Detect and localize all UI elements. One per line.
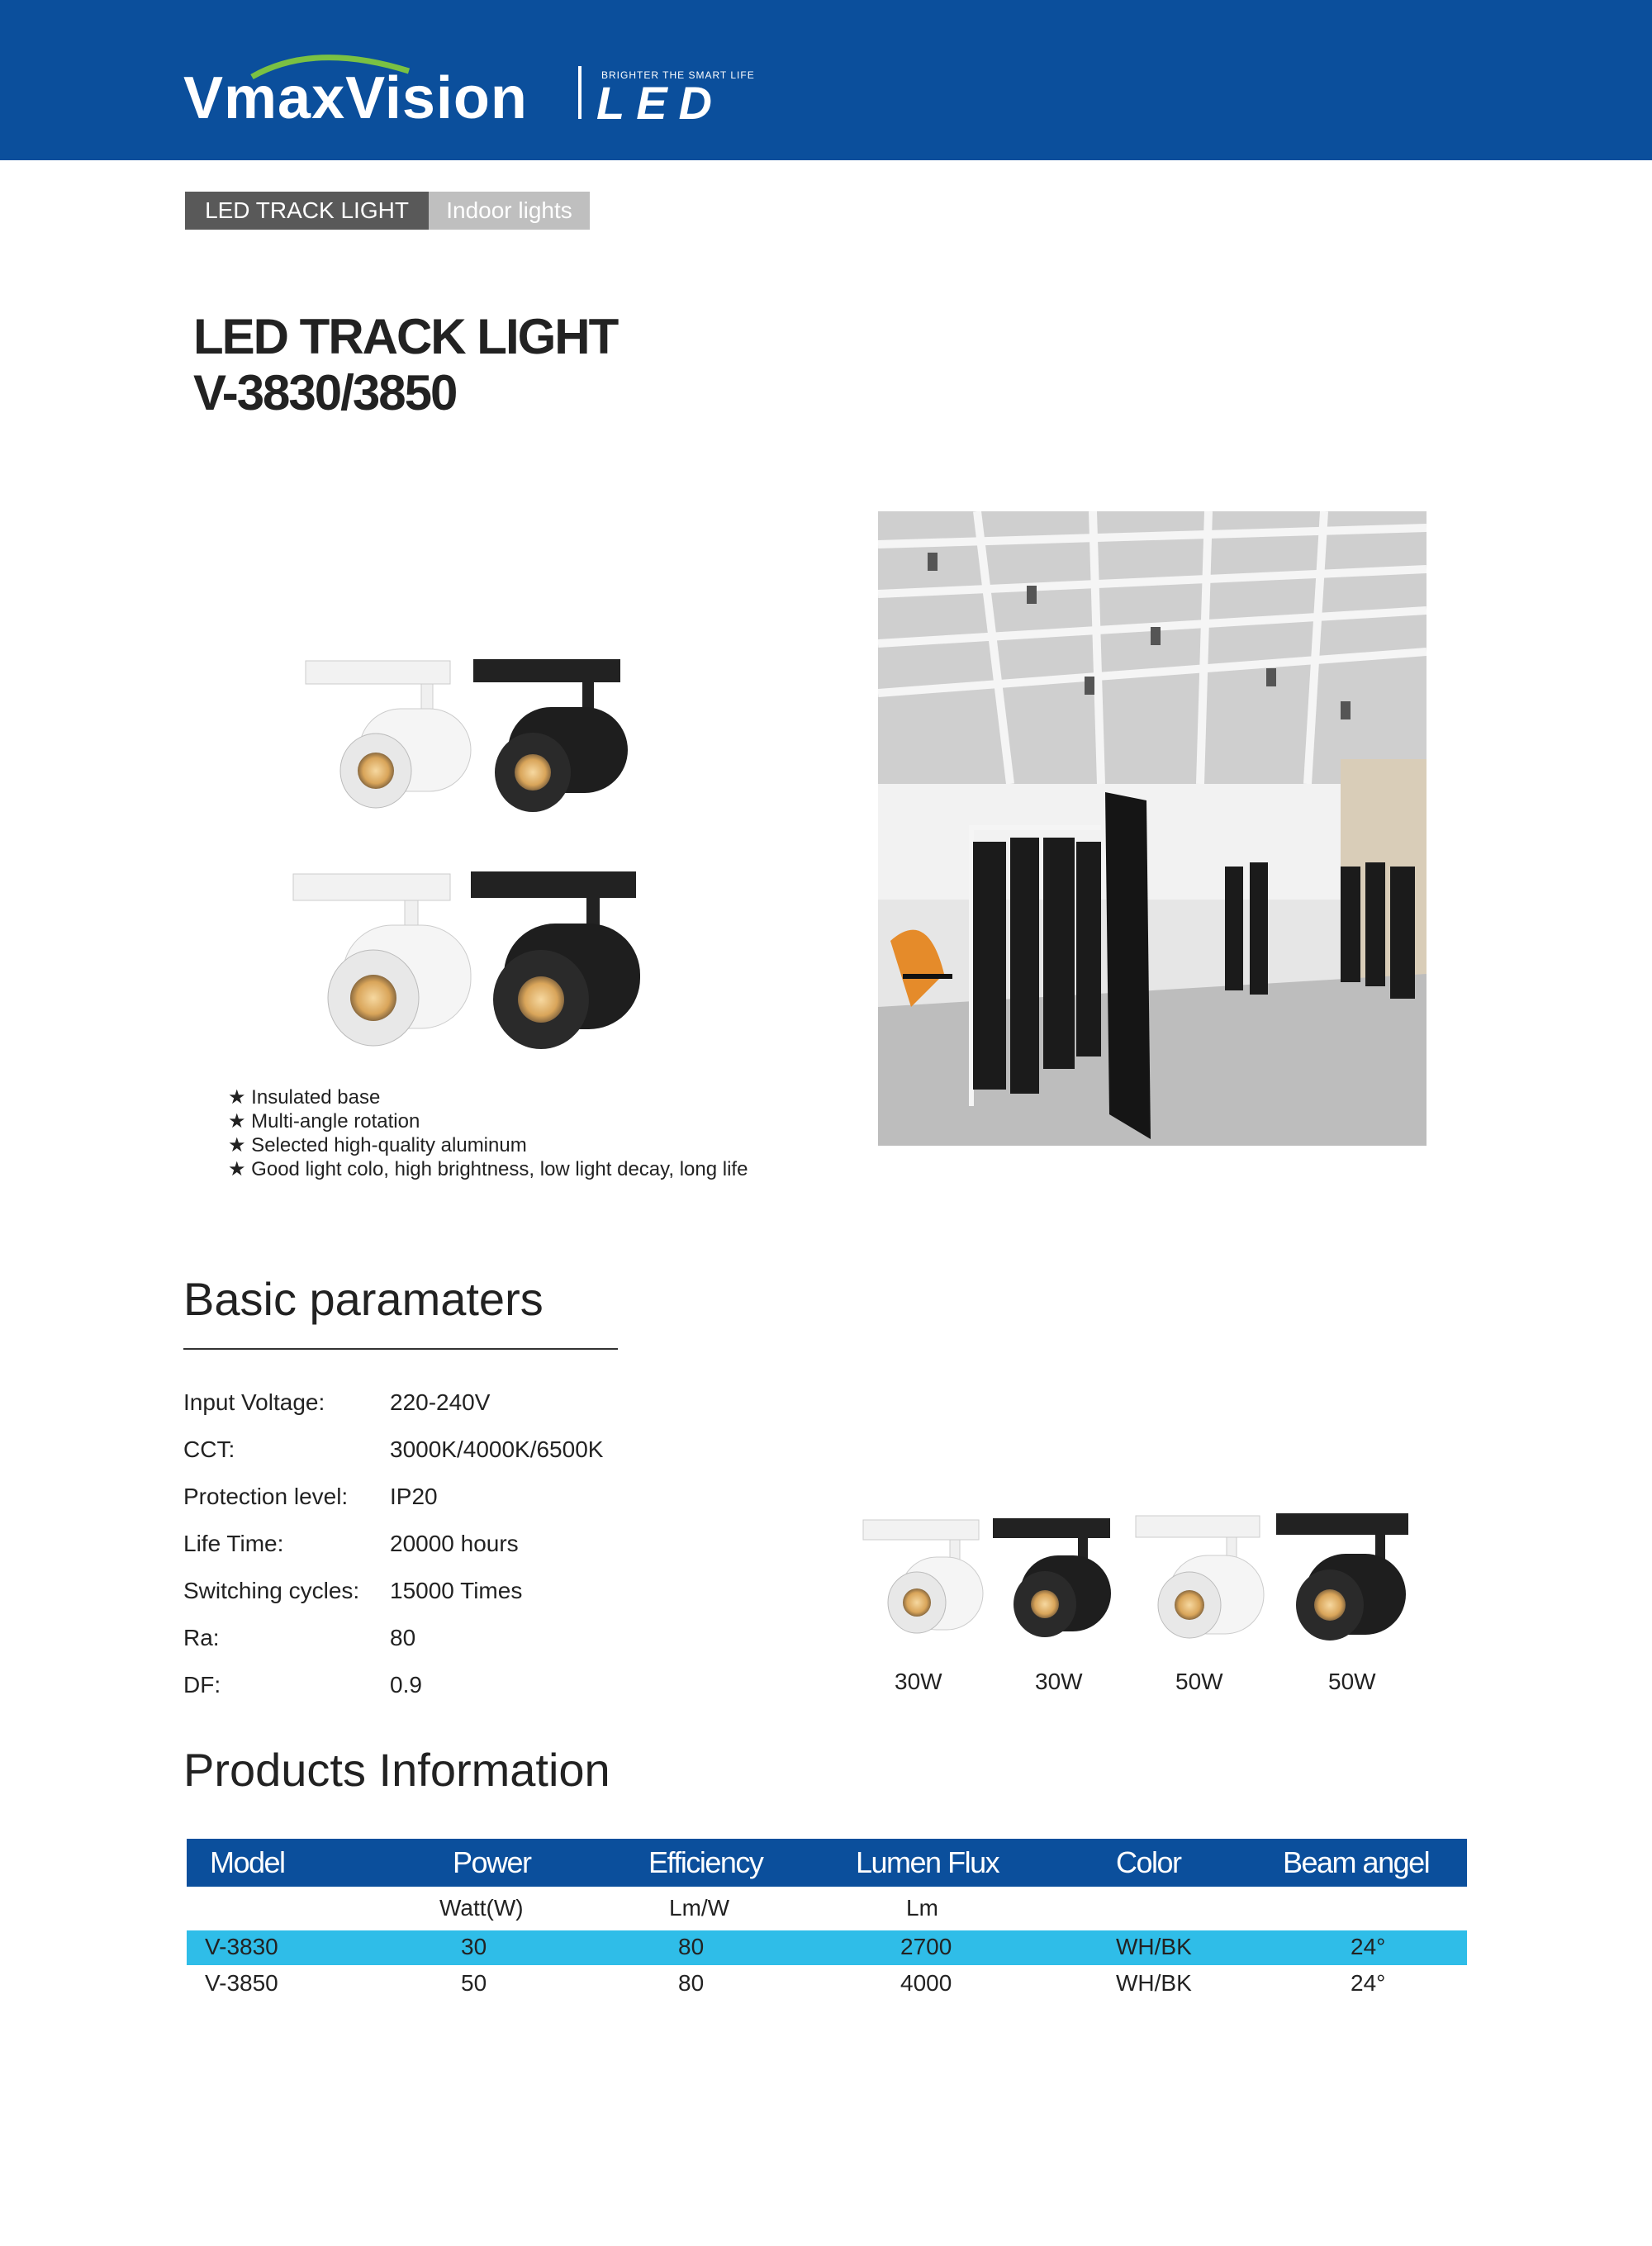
column-header-lumen-flux: Lumen Flux [856, 1845, 999, 1879]
brand-logo: VmaxVision [183, 65, 528, 131]
category-tag: LED TRACK LIGHT [185, 192, 429, 230]
table-header [187, 1839, 1467, 1887]
param-label: DF: [183, 1672, 221, 1698]
title-line-1: LED TRACK LIGHT [193, 309, 618, 364]
param-value: 220-240V [390, 1389, 491, 1415]
param-label: Input Voltage: [183, 1389, 325, 1415]
column-header-power: Power [453, 1845, 531, 1879]
white-track-light-50w [293, 874, 471, 1046]
logo-tagline: BRIGHTER THE SMART LIFE [601, 69, 755, 81]
store-interior-photo [878, 511, 1427, 1146]
table-cell: 4000 [900, 1970, 952, 1996]
table-cell: 30 [461, 1934, 487, 1959]
column-header-beam-angle: Beam angel [1283, 1845, 1430, 1879]
feature-item: ★ Insulated base [228, 1086, 381, 1109]
heading-underline [183, 1348, 618, 1350]
column-header-efficiency: Efficiency [648, 1845, 763, 1879]
param-value: 3000K/4000K/6500K [390, 1436, 604, 1462]
param-value: 0.9 [390, 1672, 422, 1698]
variant-image-group [859, 1491, 1412, 1656]
variant-label: 30W [1035, 1669, 1083, 1694]
black-track-light-50w [471, 871, 640, 1049]
variant-black-30w-icon [993, 1518, 1111, 1637]
table-cell: 50 [461, 1970, 487, 1996]
param-label: Ra: [183, 1625, 220, 1650]
product-image-group [281, 644, 661, 1057]
black-track-light-30w [473, 659, 628, 812]
variant-label: 50W [1328, 1669, 1376, 1694]
param-label: CCT: [183, 1436, 235, 1462]
variant-white-30w-icon [863, 1520, 983, 1633]
column-header-model: Model [210, 1845, 285, 1879]
table-cell: 24° [1351, 1970, 1386, 1996]
variant-label: 50W [1175, 1669, 1223, 1694]
table-cell: 80 [678, 1934, 705, 1959]
led-logo-text: LED [596, 77, 724, 129]
param-value: 15000 Times [390, 1578, 523, 1603]
param-label: Life Time: [183, 1531, 284, 1556]
unit-power: Watt(W) [439, 1895, 524, 1921]
column-header-color: Color [1116, 1845, 1181, 1879]
param-value: 20000 hours [390, 1531, 519, 1556]
param-value: 80 [390, 1625, 416, 1650]
table-cell: 24° [1351, 1934, 1386, 1959]
feature-list [228, 1085, 748, 1181]
feature-item: ★ Multi-angle rotation [228, 1110, 420, 1132]
variant-label: 30W [895, 1669, 942, 1694]
param-value: IP20 [390, 1484, 438, 1509]
white-track-light-30w [306, 661, 471, 808]
table-cell: 2700 [900, 1934, 952, 1959]
table-cell: WH/BK [1116, 1970, 1192, 1996]
table-cell: V-3830 [205, 1934, 278, 1959]
table-cell: 80 [678, 1970, 705, 1996]
led-logo [596, 76, 724, 130]
param-label: Protection level: [183, 1484, 349, 1509]
unit-efficiency: Lm/W [669, 1895, 730, 1921]
basic-parameters-heading: Basic paramaters [183, 1273, 544, 1325]
products-information-heading: Products Information [183, 1744, 610, 1796]
variant-black-50w-icon [1276, 1513, 1408, 1641]
feature-item: ★ Selected high-quality aluminum [228, 1134, 527, 1156]
table-cell: V-3850 [205, 1970, 278, 1996]
variant-white-50w-icon [1136, 1516, 1264, 1638]
feature-item: ★ Good light colo, high brightness, low light decay, long life [228, 1158, 748, 1180]
unit-lumen-flux: Lm [906, 1895, 938, 1921]
subcategory-tag: Indoor lights [429, 192, 590, 230]
logo-divider [578, 66, 582, 119]
table-cell: WH/BK [1116, 1934, 1192, 1959]
param-label: Switching cycles: [183, 1578, 360, 1603]
title-line-2: V-3830/3850 [193, 365, 457, 420]
page-title [193, 309, 617, 421]
table-row-highlight [187, 1930, 1467, 1965]
